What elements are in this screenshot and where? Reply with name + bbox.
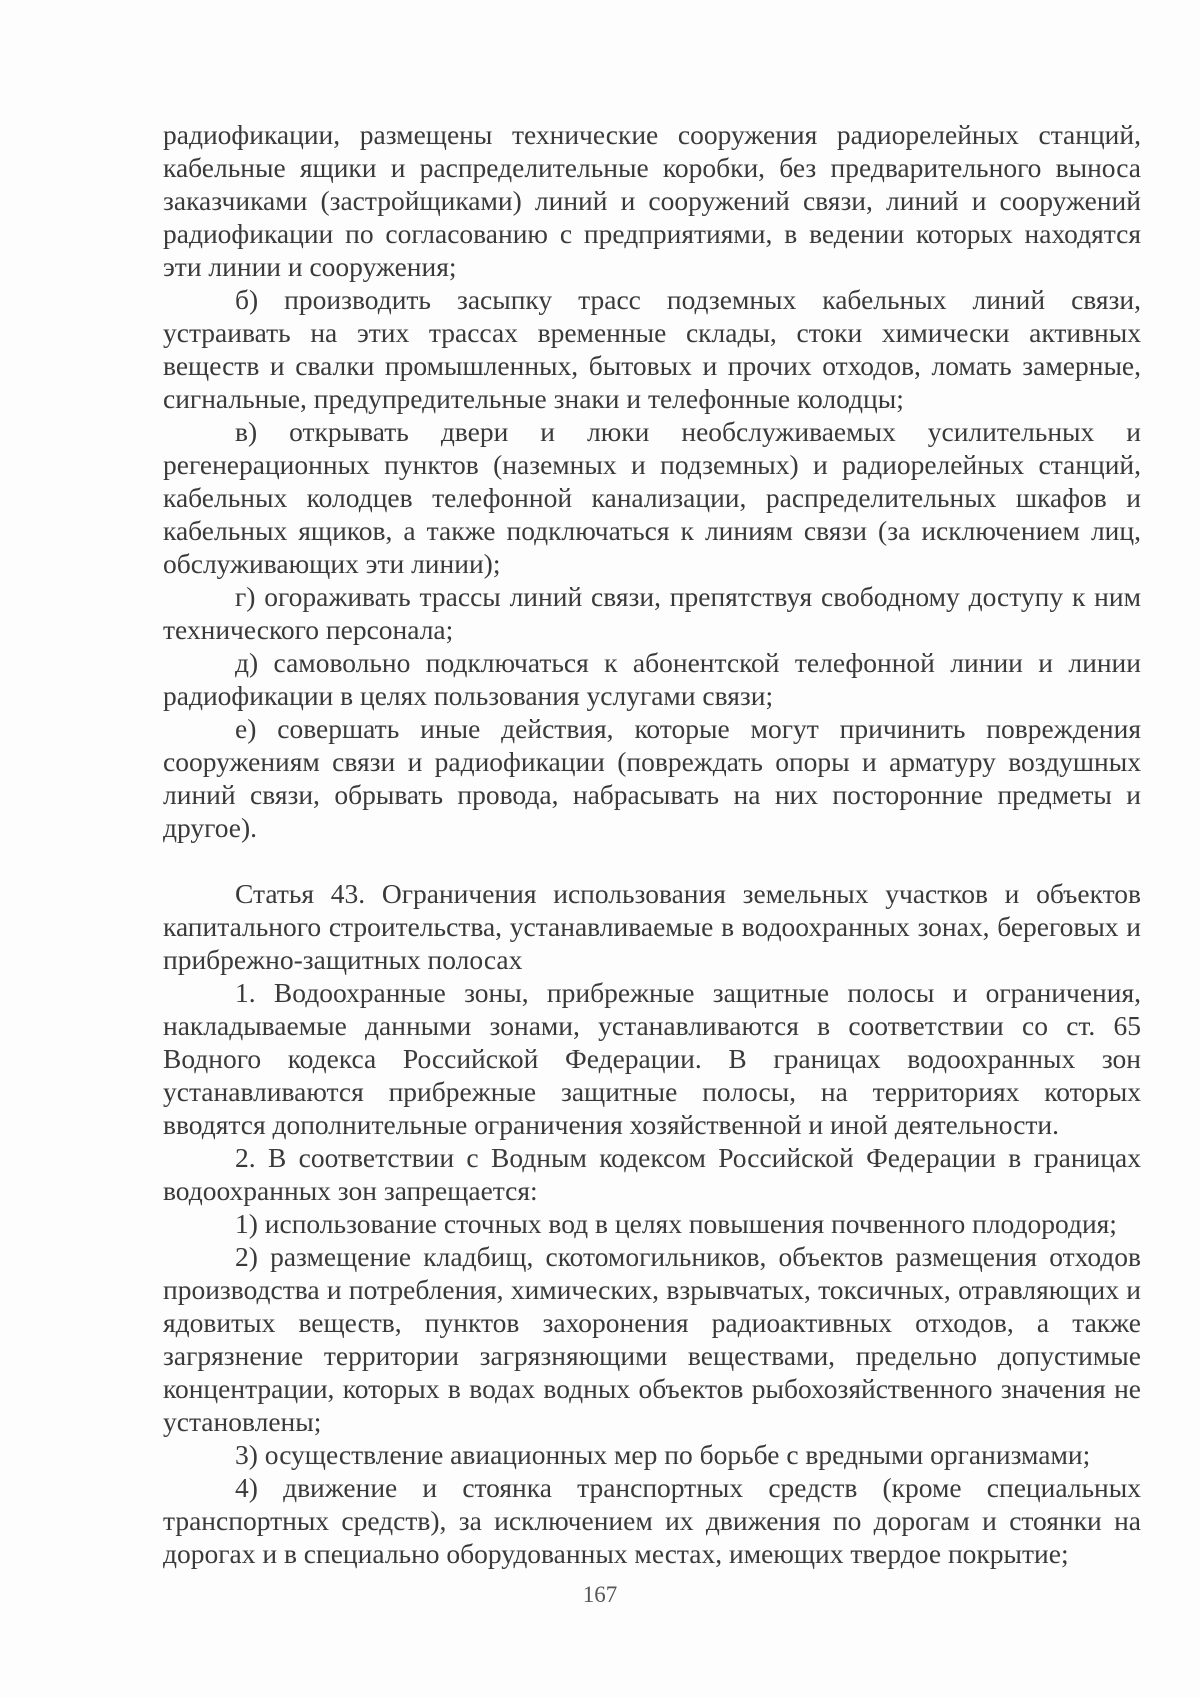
prohibition-item-4: 4) движение и стоянка транспортных средств (кроме специальных транспортных средств), за исключением их движения по дорогам и стоянки на дорогах и в специально оборудованных местах, имеющих твердое покрытие; — [163, 1472, 1141, 1569]
document-body — [163, 118, 1141, 1570]
list-item-d: д) самовольно подключаться к абонентской телефонной линии и линии радиофикации в целях пользования услугами связи; — [163, 647, 1141, 711]
section-spacer — [163, 844, 1141, 877]
list-item-v: в) открывать двери и люки необслуживаемых усилительных и регенерационных пунктов (наземных и подземных) и радиорелейных станций, кабельных колодцев телефонной канализации, распределительных шкафов и кабельных ящиков, а также подключаться к линиям связи (за исключением лиц, обслуживающих эти линии); — [163, 416, 1141, 579]
article-heading: Статья 43. Ограничения использования земельных участков и объектов капитального строительства, устанавливаемые в водоохранных зонах, береговых и прибрежно-защитных полосах — [163, 878, 1141, 975]
page-number: 167 — [582, 1582, 618, 1607]
list-item-g: г) огораживать трассы линий связи, препятствуя свободному доступу к ним технического персонала; — [163, 581, 1141, 645]
article-paragraph-2: 2. В соответствии с Водным кодексом Российской Федерации в границах водоохранных зон запрещается: — [163, 1142, 1141, 1206]
list-item-e: е) совершать иные действия, которые могут причинить повреждения сооружениям связи и радиофикации (повреждать опоры и арматуру воздушных линий связи, обрывать провода, набрасывать на них посторонние предметы и другое). — [163, 713, 1141, 843]
prohibition-item-1: 1) использование сточных вод в целях повышения почвенного плодородия; — [235, 1208, 1117, 1239]
article-paragraph-1: 1. Водоохранные зоны, прибрежные защитные полосы и ограничения, накладываемые данными зонами, устанавливаются в соответствии со ст. 65 Водного кодекса Российской Федерации. В границах водоохранных зон устанавливаются прибрежные защитные полосы, на территориях которых вводятся дополнительные ограничения хозяйственной и иной деятельности. — [163, 977, 1141, 1140]
prohibition-item-2: 2) размещение кладбищ, скотомогильников, объектов размещения отходов производства и потребления, химических, взрывчатых, токсичных, отравляющих и ядовитых веществ, пунктов захоронения радиоактивных отходов, а также загрязнение территории загрязняющими веществами, предельно допустимые концентрации, которых в водах водных объектов рыбохозяйственного значения не установлены; — [163, 1241, 1141, 1437]
prohibition-item-3: 3) осуществление авиационных мер по борьбе с вредными организмами; — [235, 1439, 1091, 1470]
list-item-b: б) производить засыпку трасс подземных кабельных линий связи, устраивать на этих трассах временные склады, стоки химически активных веществ и свалки промышленных, бытовых и прочих отходов, ломать замерные, сигнальные, предупредительные знаки и телефонные колодцы; — [163, 284, 1141, 414]
paragraph-continuation: радиофикации, размещены технические сооружения радиорелейных станций, кабельные ящики и распределительные коробки, без предварительного выноса заказчиками (застройщиками) линий и сооружений связи, линий и сооружений радиофикации по согласованию с предприятиями, в ведении которых находятся эти линии и сооружения; — [163, 119, 1141, 282]
